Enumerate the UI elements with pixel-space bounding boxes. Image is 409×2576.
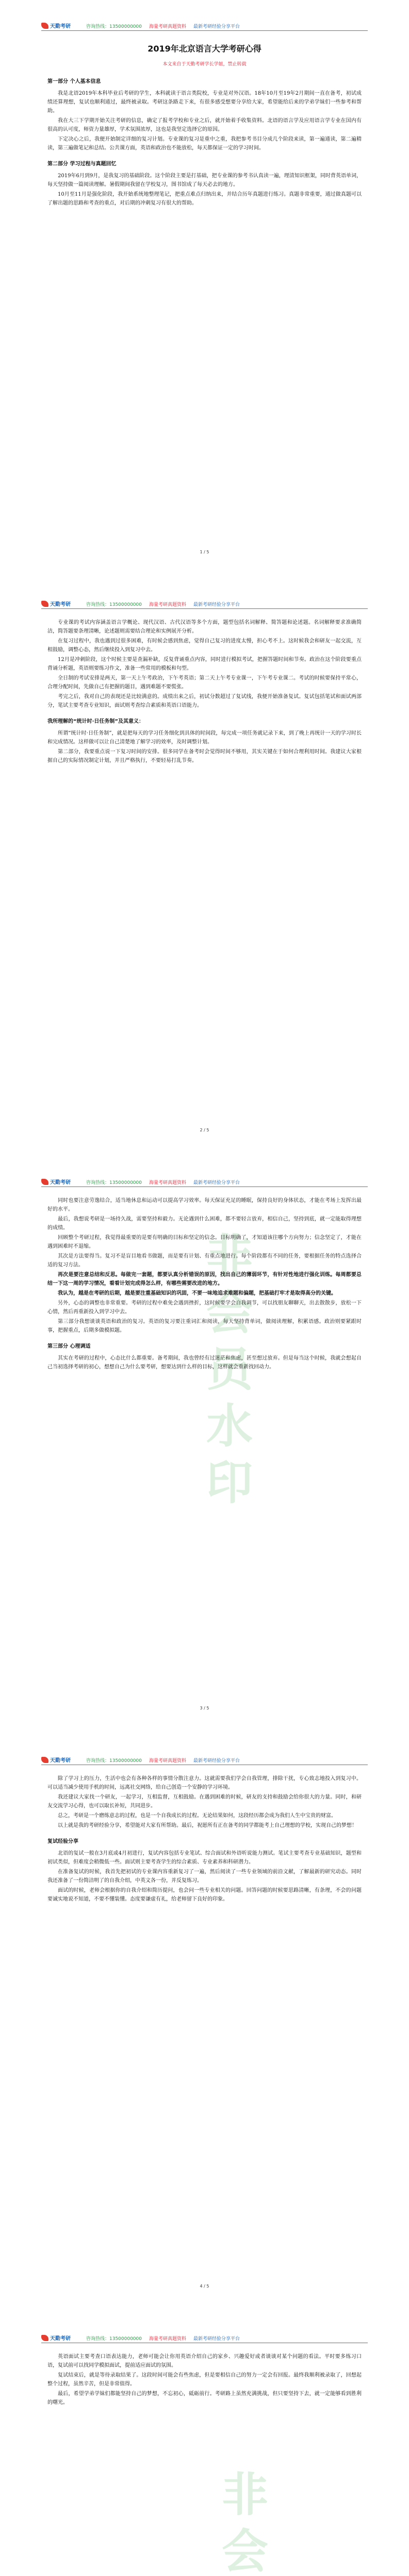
paragraph: 第二部分，我要重点说一下复习时间的安排。很多同学在备考时会觉得时间不够用，其实关键在于如何合理利用时间。我建议大家根据自己的实际情况制定计划，并且严格执行，不要轻易打乱节奏。 [47,749,362,764]
page-header [41,597,368,609]
paragraph: 其次是方法要得当。复习不是盲目地看书做题，而是要有计划、有重点地进行。每个阶段都有不同的任务，要根据任务的特点选择合适的复习方法。 [47,1253,362,1268]
paragraph: 我在大三下学期开始关注考研的信息，确定了报考学校和专业之后，就开始着手收集资料。北语的语言学及应用语言学专业在国内有很高的认可度，师资力量雄厚，学术氛围浓厚，这也是我坚定选择它的原因。 [47,118,362,132]
paragraph: 所谓“统计时·日任务制”，就是把每天的学习任务细化到具体的时间段，每完成一项任务就记录下来，到了晚上再统计一天的学习时长和完成情况。这样做可以让自己清楚地了解学习的效率，及时调整计划。 [47,731,362,745]
doc-subtitle: 本文来自于天勤考研学长学姐，禁止转载 [162,62,247,67]
page-header [41,1175,368,1187]
paragraph: 我是北语2019年本科毕业后考研的学生，本科就读于语言类院校，专业是对外汉语。18年10月至19年2月期间一直在备考，初试成绩还算理想，复试也顺利通过，最终被录取。考研这条路走下来，有很多感受想要分享给大家，希望能给后来的学弟学妹们一些参考和帮助。 [47,91,362,114]
paragraph: 我还建议大家找一个研友，一起学习，互相监督，互相鼓励。在遇到困难的时候，研友的支持和鼓励会给你很大的力量。同时，和研友交流学习心得，也可以取长补短，共同进步。 [47,1794,362,1809]
doc-title: 2019年北京语言大学考研心得 [148,44,261,54]
header-item-platform: 最新考研经验分享平台 [193,2336,240,2342]
header-hotline: 咨询热线：13500000000 [86,1758,142,1764]
page-number: 3 / 5 [200,1706,209,1710]
header-item-platform: 最新考研经验分享平台 [193,1180,240,1185]
logo-text: 天勤考研 [50,1180,71,1185]
section-heading: 第二部分 学习过程与真题回忆 [47,161,117,167]
paragraph: 考完之后，我对自己的表现还是比较满意的。成绩出来之后，初试分数超过了复试线，我便开始准备复试。复试包括笔试和面试两部分，笔试主要考查专业知识，面试则考查综合素质和英语口语能力。 [47,694,362,708]
page-content [47,40,362,209]
page-header [41,1753,368,1765]
logo-text: 天勤考研 [50,2336,71,2342]
logo-icon [41,1179,48,1185]
logo-text: 天勤考研 [50,1758,71,1764]
header-hotline: 咨询热线：13500000000 [86,2336,142,2342]
logo-icon [41,23,48,29]
header-item-platform: 最新考研经验分享平台 [193,24,240,29]
header-hotline: 咨询热线：13500000000 [86,1180,142,1185]
page-number: 1 / 5 [200,550,209,554]
watermark: 非会员水印 [206,1229,253,1510]
paragraph: 最后，我想说考研是一场持久战，需要坚持和毅力。无论遇到什么困难，都不要轻言放弃，相信自己，坚持到底，就一定能取得理想的成绩。 [47,1216,362,1231]
paragraph: 回顾整个考研过程，我觉得最重要的是要有明确的目标和坚定的信念。目标明确了，才知道该往哪个方向努力；信念坚定了，才能在遇到困难时不退缩。 [47,1235,362,1249]
paragraph: 下定决心之后，我便开始制定详细的复习计划。专业课的复习是重中之重，我把参考书目分成几个阶段来读，第一遍通读，第二遍精读，第三遍做笔记和总结。公共课方面，英语和政治也不能放松，每天都保证一定的学习时间。 [47,137,362,151]
brand-logo [41,1178,71,1185]
page-number: 4 / 5 [200,2284,209,2289]
page-content [47,1774,362,1905]
logo-icon [41,601,48,607]
header-item-resources: 海量考研真题资料 [149,24,187,29]
watermark: 非会 [222,2468,268,2576]
section-heading: 复试经验分享 [47,1839,78,1844]
paragraph: 除了学习上的压力，生活中也会有各种各样的事情分散注意力。这就需要我们学会自我管理，排除干扰，专心致志地投入到复习中。可以适当减少使用手机的时间，远离社交网络，给自己创造一个安静的学习环境。 [47,1776,362,1790]
paragraph-bold: 我认为，越是在考研的后期，越是要注重基础知识的巩固，不要一味地追求难题和偏题，把基础打牢才是取得高分的关键。 [58,1291,336,1296]
brand-logo [41,2334,71,2342]
brand-logo [41,1756,71,1764]
paragraph: 第三部分我想谈谈英语和政治的复习。英语的复习要注重词汇和阅读，每天坚持背单词，做阅读理解，积累语感。政治则要紧跟时事，把握重点，后期多做模拟题。 [47,1319,362,1333]
paragraph: 以上就是我的考研经验分享，希望能对大家有所帮助。最后，祝愿所有正在备考的同学都能考上自己理想的学校，实现自己的梦想！ [58,1823,357,1828]
header-item-resources: 海量考研真题资料 [149,602,187,607]
logo-icon [41,1757,48,1763]
paragraph-bold: 再次是要注意总结和反思。每做完一套题，都要认真分析错误的原因，找出自己的薄弱环节，有针对性地进行强化训练。每周都要总结一下这一周的学习情况，看看计划完成得怎么样，有哪些需要改进的地方。 [47,1272,362,1286]
logo-icon [41,2335,48,2341]
page-header [41,19,368,31]
paragraph: 10月至11月是强化阶段，我开始系统地整理笔记，把重点难点归纳出来，并结合历年真题进行练习。真题非常重要，通过做真题可以了解出题的思路和考查的重点，对后期的冲刺复习有很大的帮助。 [47,192,362,206]
header-item-platform: 最新考研经验分享平台 [193,602,240,607]
page-number: 2 / 5 [200,1128,209,1132]
paragraph: 其实在考研的过程中，心态比什么都重要。备考期间，我也曾经有过迷茫和焦虑，甚至想过放弃。但是每当这个时候，我就会想起自己当初选择考研的初心，想想自己为什么要考研，想要达到什么样的目标，这样就会重新找回动力。 [47,1355,362,1370]
page-1 [0,0,409,578]
page-content [47,2352,362,2408]
logo-text: 天勤考研 [50,602,71,607]
paragraph: 复试结束后，就是等待录取结果了。这段时间可能会有些焦虑，但是要相信自己的努力一定会有回报。最终我顺利被录取了，回想起整个过程，虽然辛苦，但是非常值得。 [47,2372,362,2387]
paragraph: 英语面试主要考查口语表达能力，老师可能会让你用英语介绍自己的家乡、兴趣爱好或者谈谈对某个问题的看法。平时要多练习口语，复试前可以找同学模拟面试，提前适应面试的氛围。 [47,2354,362,2368]
header-item-resources: 海量考研真题资料 [149,1758,187,1764]
paragraph: 总之，考研是一个磨练意志的过程，也是一个自我成长的过程。无论结果如何，这段经历都会成为我们人生中宝贵的财富。 [58,1813,336,1819]
header-hotline: 咨询热线：13500000000 [86,24,142,29]
paragraph: 全日制的考试安排是两天，第一天上午考政治，下午考英语；第二天上午考专业课一，下午考专业课二。考试的时候要保持平常心，合理分配时间，先做自己有把握的题目，遇到难题不要慌张。 [47,675,362,690]
page-header [41,2331,368,2343]
page-4 [0,1734,409,2312]
brand-logo [41,600,71,607]
paragraph: 专业课的考试内容涵盖语言学概论、现代汉语、古代汉语等多个方面，题型包括名词解释、简答题和论述题。名词解释要求准确简洁，简答题要条理清晰，论述题则需要结合理论和实例展开分析。 [47,620,362,634]
paragraph: 最后，希望学弟学妹们都能坚持自己的梦想，不忘初心，砥砺前行。考研路上虽然充满挑战，但只要坚持下去，就一定能够看到胜利的曙光。 [47,2391,362,2405]
paragraph: 12月是冲刺阶段，这个时候主要是查漏补缺，反复背诵重点内容，同时进行模拟考试，把握答题时间和节奏。政治在这个阶段要重点背诵分析题，英语则要练习作文，准备一些常用的模板和句型。 [47,657,362,671]
brand-logo [41,22,71,29]
header-item-resources: 海量考研真题资料 [149,2336,187,2342]
paragraph: 在复习过程中，我也遇到过很多困难，有时候会感到焦虑，觉得自己复习的进度太慢，担心考不上。这时候我会和研友一起交流，互相鼓励，调整心态，然后继续投入到复习中去。 [47,638,362,653]
header-item-platform: 最新考研经验分享平台 [193,1758,240,1764]
header-hotline: 咨询热线：13500000000 [86,602,142,607]
paragraph: 在准备复试的时候，我首先把初试的专业课内容重新复习了一遍，然后阅读了一些专业领域的前沿文献，了解最新的研究动态。同时我还准备了一份简洁明了的自我介绍，中英文各一份，并反复练习。 [47,1869,362,1884]
header-item-resources: 海量考研真题资料 [149,1180,187,1185]
section-heading: 我所理解的“统计时·日任务制”及其意义： [47,719,144,724]
paragraph: 另外，心态的调整也非常重要。考研的过程中难免会遇到挫折，这时候要学会自我调节，可以找朋友聊聊天，出去散散步，放松一下心情，然后再重新投入到学习中去。 [47,1300,362,1315]
paragraph: 同时也要注意劳逸结合，适当地休息和运动可以提高学习效率。每天保证充足的睡眠，保持良好的身体状态，才能在考场上发挥出最好的水平。 [47,1198,362,1212]
paragraph: 面试的时候，老师会根据你的自我介绍和简历提问，也会问一些专业相关的问题。回答问题的时候要思路清晰，有条理，不会的问题要诚实地说不知道，不要不懂装懂。态度要谦虚有礼，给老师留下良好的印象。 [47,1888,362,1902]
paragraph: 北语的复试一般在3月底或4月初进行，复试内容包括专业笔试、综合面试和外语听说能力测试。笔试主要考查专业基础知识，题型和初试类似，但难度会稍微低一些。面试则主要考查学生的综合素质、专业素养和科研潜力。 [47,1851,362,1865]
page-content [47,618,362,766]
section-heading: 第三部分 心理调适 [47,1344,91,1349]
logo-text: 天勤考研 [50,24,71,29]
page-3 [0,1156,409,1734]
paragraph: 2019年6月到9月，是我复习的基础阶段。这个阶段主要是打基础，把专业课的参考书认真读一遍，理清知识框架，同时背英语单词，每天坚持做一篇阅读理解。暑假期间我留在学校复习，图书馆成了每天必去的地方。 [47,173,362,188]
page-5 [0,2312,409,2576]
page-content [47,1196,362,1372]
page-2 [0,578,409,1156]
section-heading: 第一部分 个人基本信息 [47,79,101,84]
